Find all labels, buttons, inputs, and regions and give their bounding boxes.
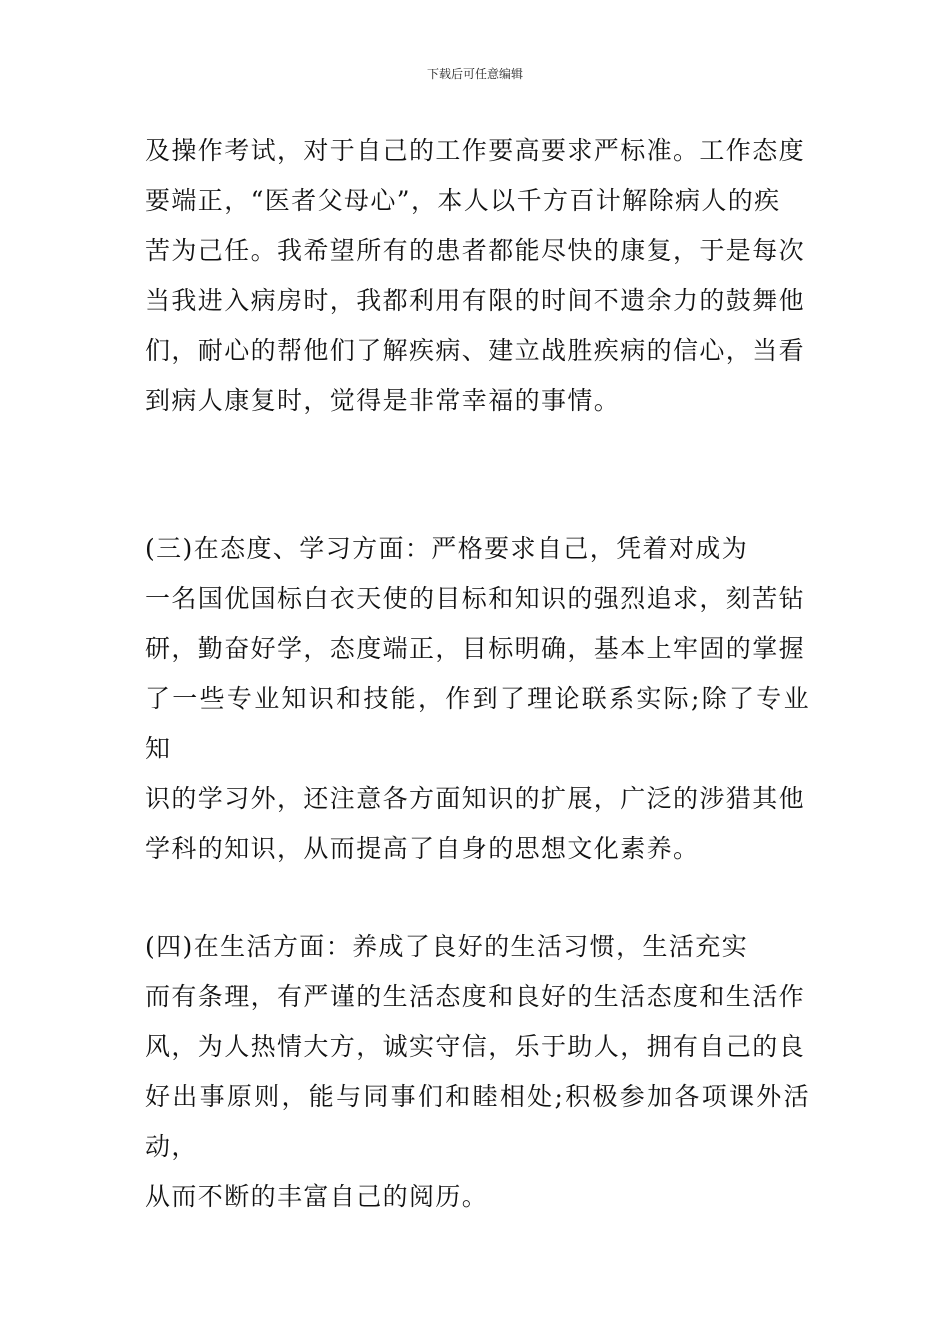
paragraph-life: (四)在生活方面：养成了良好的生活习惯，生活充实 而有条理，有严谨的生活态度和良好的生活态度和生活作 风，为人热情大方，诚实守信，乐于助人，拥有自己的良 好出事原则，能与同事们和睦相处;积极参加各项课外活动， 从而不断的丰富自己的阅历。 (145, 932, 810, 1211)
paragraph-work-attitude: 及操作考试，对于自己的工作要高要求严标准。工作态度 要端正，“医者父母心”，本人以千方百计解除病人的疾 苦为己任。我希望所有的患者都能尽快的康复，于是每次 当我进入病房时，我都利用有限的时间不遗余力的鼓舞他 们，耐心的帮他们了解疾病、建立战胜疾病的信心，当看 到病人康复时，觉得是非常幸福的事情。 (145, 136, 806, 415)
paragraph-study-attitude: (三)在态度、学习方面：严格要求自己，凭着对成为 一名国优国标白衣天使的目标和知识的强烈追求，刻苦钻 研，勤奋好学，态度端正，目标明确，基本上牢固的掌握 了一些专业知识和技能，作到了理论联系实际;除了专业知 识的学习外，还注意各方面知识的扩展，广泛的涉猎其他 学科的知识，从而提高了自身的思想文化素养。 (145, 534, 810, 863)
page-header: 下载后可任意编辑 (426, 67, 523, 81)
